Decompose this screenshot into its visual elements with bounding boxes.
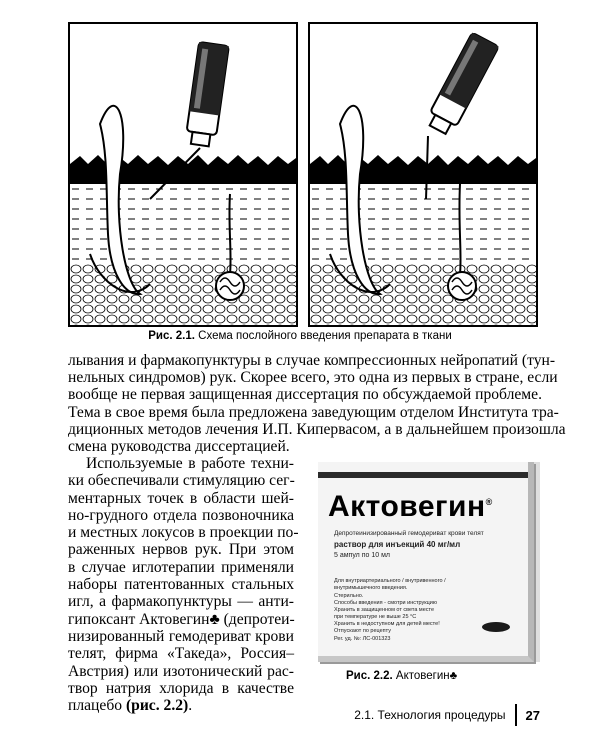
product-storage-1: Способы введения - смотри инструкцию bbox=[334, 600, 438, 606]
product-count: 5 ампул по 10 мл bbox=[334, 552, 390, 559]
paragraph-2-line: наборы патентованных стальных bbox=[68, 576, 294, 594]
paragraph-2-line: Австрия) или изотонический рас- bbox=[68, 662, 294, 680]
product-storage-3: при температуре не выше 25 °С bbox=[334, 614, 417, 620]
paragraph-2-line: раженных нервов рук. При этом bbox=[68, 541, 294, 559]
product-box-front bbox=[318, 462, 534, 662]
figure-2-1-panel-left bbox=[68, 22, 298, 327]
product-subtitle: Депротеинизированный гемодериват крови телят bbox=[334, 530, 484, 537]
figure-2-2-caption-text: Актовегин♣ bbox=[392, 670, 458, 682]
paragraph-1-line: нельных синдромов) рук. Скорее всего, это одна из первых в стране, если bbox=[68, 369, 558, 387]
figure-2-1-label: Рис. 2.1. bbox=[148, 330, 195, 342]
paragraph-1 bbox=[68, 352, 566, 456]
paragraph-1-line: Тема в свое время была предложена заведующим отделом Института тра- bbox=[68, 403, 559, 421]
paragraph-2-line: гипоксант Актовегин♣ (депротеи- bbox=[68, 610, 295, 628]
paragraph-2-line: Используемые в работе техни- bbox=[86, 455, 294, 472]
paragraph-2-line: в случае иглотерапии применяли bbox=[68, 558, 294, 576]
product-storage-4: Хранить в недоступном для детей месте! bbox=[334, 621, 440, 627]
product-box-stripe bbox=[318, 472, 528, 478]
figure-2-1-caption-text: Схема послойного введения препарата в ткани bbox=[194, 330, 452, 342]
paragraph-2-line: телят, фирма «Такеда», Россия– bbox=[68, 645, 294, 663]
paragraph-1-line: смена руководства диссертацией. bbox=[68, 438, 290, 456]
product-usage-1: Для внутриартериального / внутривенного / bbox=[334, 578, 446, 584]
page-number: 27 bbox=[525, 707, 540, 723]
product-storage-5: Отпускают по рецепту bbox=[334, 628, 391, 634]
paragraph-2-last-text: плацебо bbox=[68, 697, 126, 715]
page-footer bbox=[354, 704, 540, 726]
paragraph-1-line: диционных методов лечения И.П. Кипервасом, а в дальнейшем произошла bbox=[68, 420, 566, 438]
section-title: 2.1. Технология процедуры bbox=[354, 708, 506, 722]
product-storage-2: Хранить в защищенном от света месте bbox=[334, 607, 435, 613]
figure-2-2-product-box bbox=[318, 462, 540, 662]
product-form: раствор для инъекций 40 мг/мл bbox=[334, 540, 461, 549]
figure-2-2-caption bbox=[346, 670, 457, 682]
paragraph-2-line: твор натрия хлорида в качестве bbox=[68, 679, 294, 697]
product-registration: Рег. уд. №: ЛС-001323 bbox=[334, 636, 391, 642]
product-brand bbox=[328, 490, 493, 524]
registered-mark: ® bbox=[485, 497, 493, 507]
paragraph-2 bbox=[68, 455, 299, 715]
paragraph-2-line: но-грудного отдела позвоночника bbox=[68, 506, 294, 524]
figure-2-2-label: Рис. 2.2. bbox=[346, 670, 393, 682]
paragraph-2-line: низированный гемодериват крови bbox=[68, 627, 294, 645]
figure-2-2-reference: (рис. 2.2) bbox=[125, 697, 189, 715]
product-usage-2: внутримышечного введения. bbox=[334, 585, 408, 591]
product-brand-name: Актовегин bbox=[328, 490, 486, 523]
paragraph-2-period: . bbox=[188, 697, 193, 715]
paragraph-1-line: лывания и фармакопунктуры в случае компрессионных нейропатий (тун- bbox=[68, 352, 556, 369]
paragraph-2-line: игл, а фармакопунктуры — анти- bbox=[68, 593, 294, 611]
manufacturer-logo bbox=[482, 622, 510, 632]
paragraph-1-line: вообще не первая защищенная диссертация по обсуждаемой проблеме. bbox=[68, 386, 542, 404]
paragraph-2-line: и местных локусов в проекции по- bbox=[68, 524, 299, 542]
figure-2-1-panel-right bbox=[308, 22, 538, 327]
paragraph-2-line: ментарных точек в области шей- bbox=[68, 489, 294, 507]
figure-2-1-caption bbox=[0, 330, 600, 342]
figure-2-1 bbox=[68, 22, 542, 327]
paragraph-2-line: ки обеспечивали стимуляцию сег- bbox=[68, 472, 295, 490]
paragraph-2-last-line bbox=[68, 697, 294, 714]
product-sterile: Стерильно. bbox=[334, 593, 364, 599]
